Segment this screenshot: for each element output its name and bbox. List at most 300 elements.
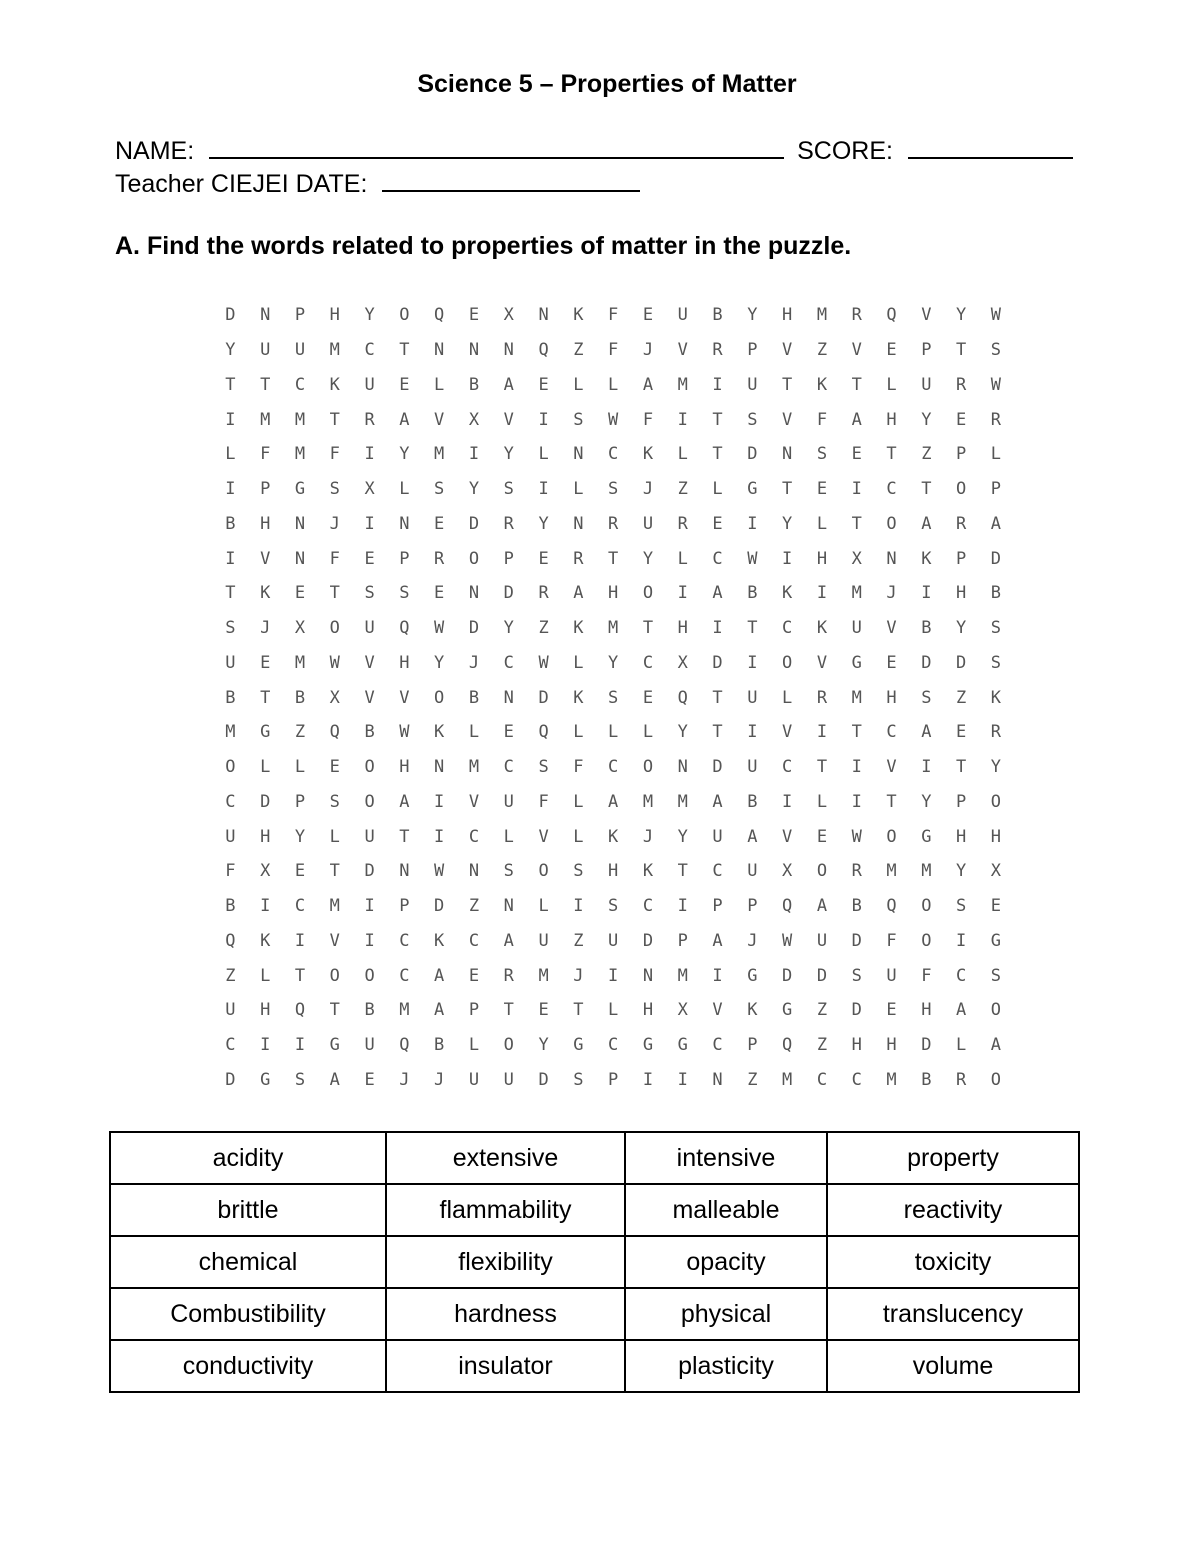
grid-letter: X — [468, 409, 480, 430]
grid-letter: J — [573, 965, 584, 986]
grid-letter: U — [712, 826, 723, 847]
grid-letter: I — [642, 1069, 654, 1090]
grid-letter: N — [260, 305, 271, 326]
grid-letter: U — [503, 791, 514, 812]
grid-letter: X — [990, 861, 1002, 882]
grid-letter: G — [990, 930, 1002, 951]
grid-letter: G — [573, 1035, 584, 1056]
grid-letter: M — [329, 340, 340, 361]
grid-letter: N — [468, 340, 480, 361]
grid-letter: S — [538, 757, 549, 778]
page-title: Science 5 – Properties of Matter — [417, 70, 797, 98]
grid-letter: P — [399, 896, 410, 917]
grid-letter: O — [642, 757, 654, 778]
grid-letter: D — [260, 791, 271, 812]
grid-letter: P — [503, 548, 514, 569]
grid-letter: R — [503, 513, 514, 534]
grid-letter: B — [468, 374, 480, 395]
grid-letter: T — [816, 757, 828, 778]
grid-letter: J — [468, 652, 480, 673]
grid-letter: U — [747, 374, 758, 395]
grid-letter: R — [956, 513, 967, 534]
grid-letter: L — [677, 444, 688, 465]
grid-letter: E — [816, 479, 828, 500]
grid-letter: M — [434, 444, 445, 465]
grid-letter: C — [364, 340, 375, 361]
grid-letter: U — [747, 687, 758, 708]
word-bank-row — [110, 1340, 1079, 1392]
grid-letter: E — [886, 340, 897, 361]
grid-letter: D — [434, 896, 445, 917]
grid-letter: V — [851, 340, 862, 361]
grid-letter: X — [677, 1000, 688, 1021]
grid-letter: S — [329, 791, 340, 812]
grid-letter: D — [364, 861, 375, 882]
grid-letter: F — [886, 930, 897, 951]
grid-letter: T — [956, 340, 967, 361]
word-bank-word: translucency — [827, 1288, 1079, 1340]
grid-letter: A — [503, 374, 514, 395]
word-bank-word: brittle — [110, 1184, 386, 1236]
grid-letter: T — [399, 826, 410, 847]
word-bank-word: insulator — [386, 1340, 625, 1392]
grid-letter: H — [260, 1000, 271, 1021]
grid-letter: K — [260, 930, 271, 951]
grid-letter: K — [782, 583, 793, 604]
grid-letter: Z — [294, 722, 306, 743]
grid-letter: I — [225, 479, 236, 500]
grid-letter: U — [225, 652, 236, 673]
grid-letter: I — [677, 409, 688, 430]
grid-letter: O — [990, 791, 1002, 812]
grid-letter: J — [642, 479, 654, 500]
grid-letter: U — [886, 965, 897, 986]
grid-letter: R — [434, 548, 445, 569]
grid-letter: A — [642, 374, 654, 395]
grid-letter: M — [921, 861, 932, 882]
grid-letter: E — [956, 409, 967, 430]
name-label: NAME: — [115, 137, 195, 165]
word-bank-word: Combustibility — [110, 1288, 386, 1340]
grid-letter: T — [747, 618, 758, 639]
grid-letter: O — [886, 513, 897, 534]
grid-letter: N — [503, 340, 514, 361]
grid-letter: N — [399, 861, 410, 882]
grid-letter: U — [921, 374, 932, 395]
grid-letter: P — [608, 1069, 619, 1090]
grid-letter: Y — [503, 618, 514, 639]
grid-letter: A — [608, 791, 619, 812]
grid-letter: A — [712, 583, 723, 604]
word-bank-word: flexibility — [386, 1236, 625, 1288]
grid-letter: N — [573, 513, 584, 534]
grid-letter: A — [956, 1000, 967, 1021]
grid-letter: K — [434, 722, 445, 743]
grid-letter: T — [260, 374, 271, 395]
grid-letter: M — [294, 409, 306, 430]
grid-letter: T — [294, 965, 306, 986]
grid-letter: I — [364, 930, 375, 951]
grid-letter: H — [399, 652, 410, 673]
grid-letter: S — [573, 1069, 584, 1090]
word-bank-row — [110, 1288, 1079, 1340]
grid-letter: I — [956, 930, 967, 951]
grid-letter: Z — [816, 1000, 828, 1021]
grid-letter: D — [816, 965, 828, 986]
grid-letter: L — [329, 826, 340, 847]
grid-letter: W — [608, 409, 619, 430]
grid-letter: Q — [399, 1035, 410, 1056]
grid-letter: N — [677, 757, 688, 778]
grid-letter: N — [782, 444, 793, 465]
grid-letter: D — [468, 618, 480, 639]
grid-letter: B — [294, 687, 306, 708]
grid-letter: E — [468, 305, 480, 326]
grid-letter: B — [851, 896, 862, 917]
grid-letter: E — [642, 305, 654, 326]
grid-letter: I — [260, 896, 271, 917]
grid-letter: X — [260, 861, 271, 882]
grid-letter: X — [329, 687, 340, 708]
grid-letter: R — [990, 722, 1002, 743]
grid-letter: D — [851, 930, 862, 951]
grid-letter: I — [677, 896, 688, 917]
grid-letter: Y — [747, 305, 758, 326]
grid-letter: D — [225, 1069, 236, 1090]
grid-letter: H — [886, 409, 897, 430]
grid-letter: V — [538, 826, 549, 847]
grid-letter: L — [468, 722, 480, 743]
grid-letter: O — [921, 896, 932, 917]
grid-letter: Q — [886, 896, 897, 917]
grid-letter: P — [712, 896, 723, 917]
grid-letter: D — [921, 1035, 932, 1056]
grid-letter: T — [329, 583, 340, 604]
grid-letter: U — [816, 930, 828, 951]
grid-letter: Z — [816, 340, 828, 361]
grid-letter: E — [434, 513, 445, 534]
grid-letter: T — [886, 444, 897, 465]
grid-letter: U — [503, 1069, 514, 1090]
score-label: SCORE: — [797, 137, 893, 165]
grid-letter: B — [364, 722, 375, 743]
word-bank-word: toxicity — [827, 1236, 1079, 1288]
grid-letter: Q — [434, 305, 445, 326]
grid-letter: Y — [538, 513, 549, 534]
grid-letter: I — [225, 548, 236, 569]
grid-letter: T — [886, 791, 897, 812]
grid-letter: U — [260, 340, 271, 361]
grid-letter: K — [573, 305, 584, 326]
grid-letter: O — [642, 583, 654, 604]
grid-letter: S — [921, 687, 932, 708]
grid-letter: N — [886, 548, 897, 569]
grid-letter: F — [538, 791, 549, 812]
grid-letter: A — [503, 930, 514, 951]
grid-letter: Y — [434, 652, 445, 673]
grid-letter: A — [921, 722, 932, 743]
grid-letter: O — [364, 791, 375, 812]
grid-letter: O — [538, 861, 549, 882]
grid-letter: M — [468, 757, 480, 778]
grid-letter: M — [851, 687, 862, 708]
grid-letter: S — [608, 687, 619, 708]
grid-letter: N — [642, 965, 654, 986]
grid-letter: Q — [677, 687, 688, 708]
grid-letter: R — [990, 409, 1002, 430]
grid-letter: X — [677, 652, 688, 673]
grid-letter: T — [712, 444, 723, 465]
grid-letter: R — [503, 965, 514, 986]
grid-letter: S — [503, 861, 514, 882]
grid-letter: U — [747, 757, 758, 778]
grid-letter: D — [538, 687, 549, 708]
grid-letter: C — [712, 861, 723, 882]
grid-letter: T — [608, 548, 619, 569]
grid-letter: B — [434, 1035, 445, 1056]
grid-letter: L — [990, 444, 1002, 465]
grid-letter: C — [503, 757, 514, 778]
grid-letter: W — [990, 374, 1002, 395]
grid-letter: R — [956, 374, 967, 395]
grid-letter: M — [329, 896, 340, 917]
grid-letter: I — [712, 618, 723, 639]
grid-letter: P — [294, 791, 306, 812]
grid-letter: S — [990, 618, 1002, 639]
grid-letter: S — [364, 583, 375, 604]
grid-letter: V — [364, 687, 375, 708]
grid-letter: C — [468, 826, 480, 847]
grid-letter: B — [990, 583, 1002, 604]
grid-letter: P — [956, 444, 967, 465]
grid-letter: Y — [956, 861, 967, 882]
grid-letter: B — [225, 896, 236, 917]
grid-letter: Z — [956, 687, 967, 708]
grid-letter: T — [851, 374, 862, 395]
grid-letter: O — [503, 1035, 514, 1056]
grid-letter: C — [608, 444, 619, 465]
grid-letter: N — [399, 513, 410, 534]
grid-letter: P — [294, 305, 306, 326]
grid-letter: C — [851, 1069, 862, 1090]
grid-letter: Q — [294, 1000, 306, 1021]
grid-letter: C — [503, 652, 514, 673]
grid-letter: S — [294, 1069, 306, 1090]
grid-letter: T — [782, 479, 793, 500]
grid-letter: I — [747, 652, 758, 673]
grid-letter: E — [956, 722, 967, 743]
grid-letter: V — [434, 409, 445, 430]
grid-letter: P — [990, 479, 1002, 500]
grid-letter: E — [851, 444, 862, 465]
grid-letter: S — [956, 896, 967, 917]
grid-letter: E — [260, 652, 271, 673]
grid-letter: L — [434, 374, 445, 395]
grid-letter: H — [851, 1035, 862, 1056]
grid-letter: L — [816, 791, 828, 812]
grid-letter: R — [573, 548, 584, 569]
word-bank-word: plasticity — [625, 1340, 827, 1392]
grid-letter: C — [886, 479, 897, 500]
grid-letter: O — [364, 757, 375, 778]
grid-letter: H — [886, 687, 897, 708]
grid-letter: Q — [886, 305, 897, 326]
grid-letter: F — [642, 409, 654, 430]
word-bank-word: malleable — [625, 1184, 827, 1236]
grid-letter: W — [399, 722, 410, 743]
word-bank-word: intensive — [625, 1132, 827, 1184]
grid-letter: H — [816, 548, 828, 569]
grid-letter: H — [608, 583, 619, 604]
grid-letter: C — [642, 652, 654, 673]
word-bank-word: conductivity — [110, 1340, 386, 1392]
grid-letter: T — [225, 374, 236, 395]
grid-letter: A — [712, 791, 723, 812]
grid-letter: S — [816, 444, 828, 465]
grid-letter: T — [712, 409, 723, 430]
grid-letter: Z — [468, 896, 480, 917]
grid-letter: T — [851, 722, 862, 743]
grid-letter: I — [851, 791, 862, 812]
grid-letter: M — [608, 618, 619, 639]
grid-letter: L — [573, 479, 584, 500]
grid-letter: Y — [677, 826, 688, 847]
name-score-line — [115, 135, 1073, 166]
grid-letter: L — [573, 826, 584, 847]
grid-letter: M — [642, 791, 654, 812]
grid-letter: L — [260, 965, 271, 986]
grid-letter: S — [747, 409, 758, 430]
grid-letter: D — [225, 305, 236, 326]
word-bank-word: reactivity — [827, 1184, 1079, 1236]
grid-letter: B — [364, 1000, 375, 1021]
grid-letter: Q — [538, 722, 549, 743]
grid-letter: D — [642, 930, 654, 951]
grid-letter: J — [434, 1069, 445, 1090]
grid-letter: H — [260, 513, 271, 534]
date-blank — [382, 168, 640, 192]
score-blank — [908, 135, 1073, 159]
grid-letter: E — [538, 1000, 549, 1021]
grid-letter: I — [782, 548, 793, 569]
grid-letter: B — [712, 305, 723, 326]
grid-letter: N — [503, 896, 514, 917]
grid-letter: M — [677, 374, 688, 395]
grid-letter: P — [260, 479, 271, 500]
grid-letter: W — [434, 861, 445, 882]
grid-letter: D — [538, 1069, 549, 1090]
grid-letter: Z — [538, 618, 549, 639]
grid-letter: V — [782, 340, 793, 361]
grid-letter: B — [225, 687, 236, 708]
grid-letter: L — [608, 722, 619, 743]
word-bank-word: extensive — [386, 1132, 625, 1184]
grid-letter: M — [294, 652, 306, 673]
grid-letter: K — [642, 444, 654, 465]
grid-letter: W — [329, 652, 340, 673]
grid-letter: S — [608, 896, 619, 917]
grid-letter: I — [921, 583, 932, 604]
grid-letter: N — [538, 305, 549, 326]
grid-letter: S — [573, 861, 584, 882]
grid-letter: Y — [608, 652, 619, 673]
grid-letter: F — [329, 444, 340, 465]
grid-letter: R — [851, 861, 862, 882]
grid-letter: J — [329, 513, 340, 534]
word-bank-word: acidity — [110, 1132, 386, 1184]
grid-letter: E — [294, 583, 306, 604]
grid-letter: M — [677, 965, 688, 986]
grid-letter: I — [608, 965, 619, 986]
grid-letter: L — [399, 479, 410, 500]
grid-letter: I — [747, 513, 758, 534]
grid-letter: C — [225, 1035, 236, 1056]
grid-letter: U — [225, 826, 236, 847]
grid-letter: F — [225, 861, 236, 882]
grid-letter: F — [608, 340, 619, 361]
grid-letter: I — [573, 896, 584, 917]
grid-letter: O — [364, 965, 375, 986]
grid-letter: S — [851, 965, 862, 986]
grid-letter: O — [329, 618, 340, 639]
grid-letter: O — [990, 1069, 1002, 1090]
grid-letter: H — [608, 861, 619, 882]
grid-letter: A — [329, 1069, 340, 1090]
grid-letter: T — [851, 513, 862, 534]
grid-letter: H — [399, 757, 410, 778]
grid-letter: G — [747, 479, 758, 500]
grid-letter: T — [329, 861, 340, 882]
grid-letter: I — [434, 791, 445, 812]
grid-letter: C — [782, 757, 793, 778]
grid-letter: K — [642, 861, 654, 882]
grid-letter: K — [434, 930, 445, 951]
grid-letter: L — [538, 896, 549, 917]
grid-letter: H — [886, 1035, 897, 1056]
grid-letter: Y — [921, 791, 932, 812]
grid-letter: F — [329, 548, 340, 569]
grid-letter: G — [851, 652, 862, 673]
grid-letter: E — [886, 652, 897, 673]
grid-letter: Z — [816, 1035, 828, 1056]
grid-letter: L — [816, 513, 828, 534]
word-bank-table — [109, 1131, 1080, 1393]
grid-letter: L — [608, 374, 619, 395]
grid-letter: P — [956, 791, 967, 812]
grid-letter: U — [294, 340, 306, 361]
grid-letter: W — [538, 652, 549, 673]
grid-letter: L — [294, 757, 306, 778]
grid-letter: V — [886, 618, 897, 639]
grid-letter: F — [573, 757, 584, 778]
grid-letter: I — [434, 826, 445, 847]
grid-letter: O — [816, 861, 828, 882]
grid-letter: T — [712, 687, 723, 708]
grid-letter: V — [782, 826, 793, 847]
grid-letter: M — [782, 1069, 793, 1090]
grid-letter: U — [364, 1035, 375, 1056]
grid-letter: K — [816, 374, 828, 395]
grid-letter: J — [747, 930, 758, 951]
grid-letter: A — [712, 930, 723, 951]
grid-letter: I — [364, 896, 375, 917]
grid-letter: B — [225, 513, 236, 534]
word-bank-word: volume — [827, 1340, 1079, 1392]
grid-letter: U — [225, 1000, 236, 1021]
grid-letter: U — [677, 305, 688, 326]
grid-letter: E — [294, 861, 306, 882]
grid-letter: L — [677, 548, 688, 569]
